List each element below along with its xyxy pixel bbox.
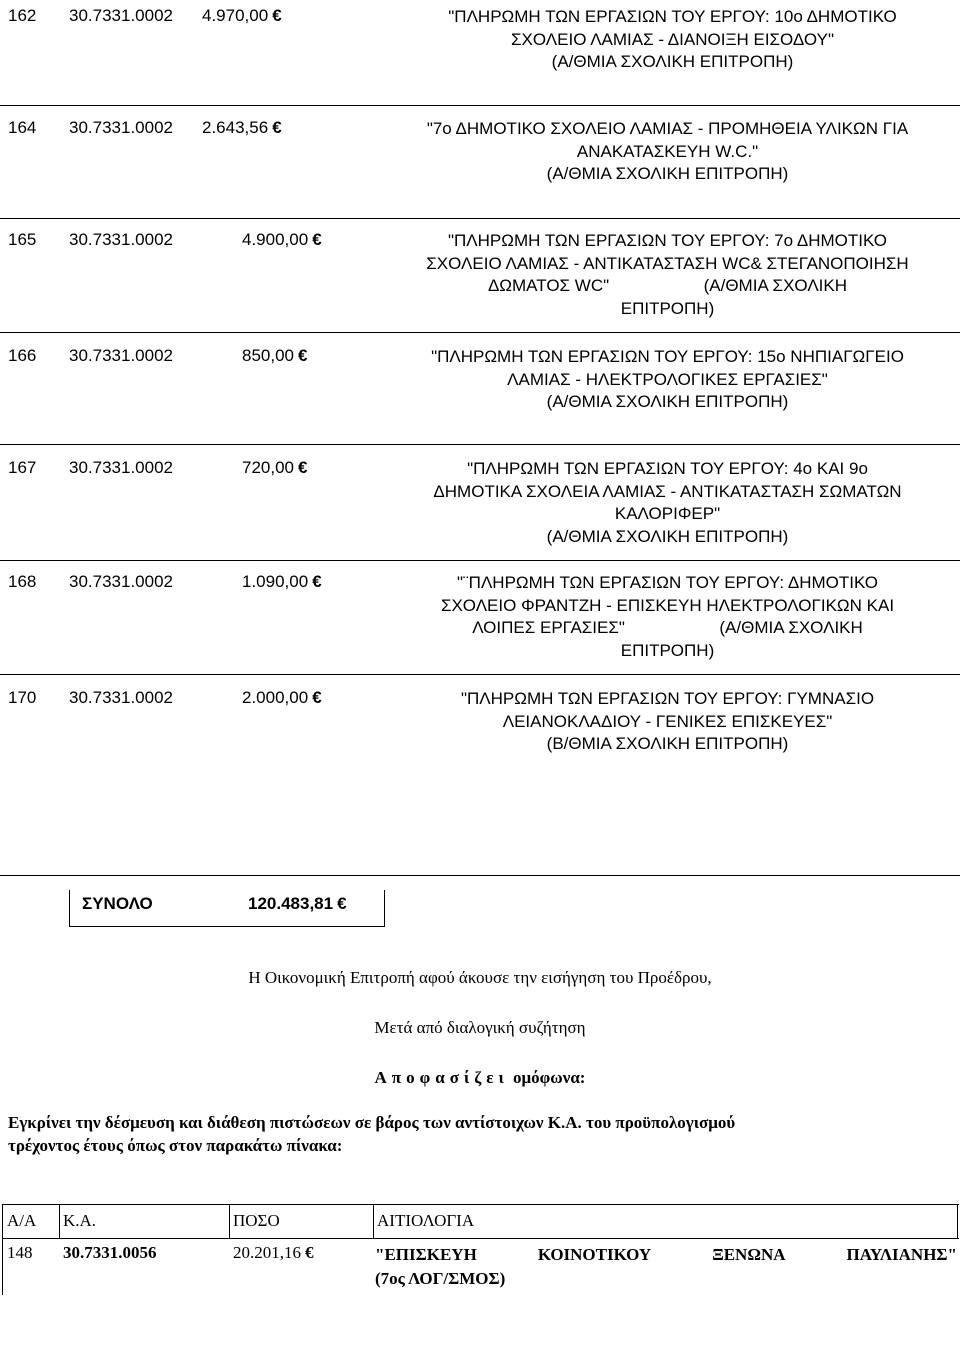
entry-162 [0,6,960,126]
entry-description [395,6,950,74]
row-divider [0,218,960,219]
column-divider [59,1205,60,1238]
decides-word: Αποφασίζει [374,1068,509,1087]
desc-line: "¨ΠΛΗΡΩΜΗ ΤΩΝ ΕΡΓΑΣΙΩΝ ΤΟΥ ΕΡΓΟΥ: ΔΗΜΟΤΙΚΟ [456,573,879,592]
entry-amount [242,572,322,592]
total-label: ΣΥΝΟΛΟ [82,894,153,913]
desc-line: "ΠΛΗΡΩΜΗ ΤΩΝ ΕΡΓΑΣΙΩΝ ΤΟΥ ΕΡΓΟΥ: 10ο ΔΗΜΟΤΙΚΟ [448,7,897,26]
desc-line: ΕΠΙΤΡΟΠΗ) [620,298,715,318]
desc-line: (Α/ΘΜΙΑ ΣΧΟΛΙΚΗ ΕΠΙΤΡΟΠΗ) [546,392,789,411]
desc-line: (Α/ΘΜΙΑ ΣΧΟΛΙΚΗ ΕΠΙΤΡΟΠΗ) [546,164,789,183]
entry-amount [242,458,307,478]
desc-line: "ΠΛΗΡΩΜΗ ΤΩΝ ΕΡΓΑΣΙΩΝ ΤΟΥ ΕΡΓΟΥ: 7ο ΔΗΜΟΤΙΚΟ [447,231,887,250]
header-num: Α/Α [7,1211,37,1230]
desc-line: "ΠΛΗΡΩΜΗ ΤΩΝ ΕΡΓΑΣΙΩΝ ΤΟΥ ΕΡΓΟΥ: 4ο ΚΑΙ 9ο [467,459,868,478]
euro-icon: € [305,1243,314,1262]
total-box [69,890,385,927]
row-divider [0,875,960,876]
row-divider [0,332,960,333]
header-code: Κ.Α. [63,1211,97,1230]
desc-line: ΔΗΜΟΤΙΚΑ ΣΧΟΛΕΙΑ ΛΑΜΙΑΣ - ΑΝΤΙΚΑΤΑΣΤΑΣΗ ΣΩΜΑΤΩΝ [433,481,902,501]
desc-line: "ΠΛΗΡΩΜΗ ΤΩΝ ΕΡΓΑΣΙΩΝ ΤΟΥ ΕΡΓΟΥ: 15ο ΝΗΠΙΑΓΩΓΕΙΟ [431,347,904,366]
row-num: 148 [7,1243,33,1262]
total-amount: 120.483,81 [248,894,334,913]
amount-value: 720,00 [242,458,294,477]
entry-code: 30.7331.0002 [69,572,173,591]
header-reason: ΑΙΤΙΟΛΟΓΙΑ [377,1211,475,1230]
desc-line: ΛΑΜΙΑΣ - ΗΛΕΚΤΡΟΛΟΓΙΚΕΣ ΕΡΓΑΣΙΕΣ" [507,369,828,389]
desc-line: (Α/ΘΜΙΑ ΣΧΟΛΙΚΗ ΕΠΙΤΡΟΠΗ) [551,52,794,71]
decision-heading [0,1068,960,1088]
entry-number: 170 [8,688,37,707]
row-divider [0,560,960,561]
desc-line: ΣΧΟΛΕΙΟ ΦΡΑΝΤΖΗ - ΕΠΙΣΚΕΥΗ ΗΛΕΚΤΡΟΛΟΓΙΚΩΝ ΚΑΙ [440,595,895,615]
entry-amount [242,346,307,366]
entry-description [385,118,950,186]
column-divider [373,1205,374,1238]
desc-line: (Β/ΘΜΙΑ ΣΧΟΛΙΚΗ ΕΠΙΤΡΟΠΗ) [546,734,789,753]
entry-number: 167 [8,458,37,477]
row-code: 30.7331.0056 [63,1243,157,1262]
amount-value: 2.000,00 [242,688,309,707]
entry-166 [0,346,960,466]
column-divider [861,1205,958,1238]
column-divider [229,1205,230,1238]
reason-word: "ΕΠΙΣΚΕΥΗ [375,1245,477,1264]
total-value [248,894,347,914]
euro-icon: € [337,894,347,913]
entry-number: 164 [8,118,37,137]
entry-description [385,346,950,414]
entry-code: 30.7331.0002 [69,230,173,249]
euro-icon: € [312,572,322,591]
row-reason [375,1243,957,1291]
entry-amount [242,230,322,250]
entry-amount [202,6,282,26]
row-reason-line [375,1243,957,1267]
reason-word: ΠΑΥΛΙΑΝΗΣ" [846,1245,957,1264]
euro-icon: € [298,458,308,477]
row-amount-value: 20.201,16 [233,1243,301,1262]
entry-code: 30.7331.0002 [69,458,173,477]
row-amount [233,1243,314,1263]
amount-value: 1.090,00 [242,572,309,591]
desc-line: (Α/ΘΜΙΑ ΣΧΟΛΙΚΗ ΕΠΙΤΡΟΠΗ) [546,526,789,546]
row-reason-line: (7ος ΛΟΓ/ΣΜΟΣ) [375,1269,506,1288]
desc-line: ΚΑΛΟΡΙΦΕΡ" [614,504,721,523]
entry-number: 165 [8,230,37,249]
row-divider [0,105,960,106]
entry-164 [0,118,960,238]
entry-description [385,688,950,756]
entry-code: 30.7331.0002 [69,118,173,137]
desc-line: "7ο ΔΗΜΟΤΙΚΟ ΣΧΟΛΕΙΟ ΛΑΜΙΑΣ - ΠΡΟΜΗΘΕΙΑ ΥΛΙΚΩΝ ΓΙΑ [426,119,909,138]
amount-value: 2.643,56 [202,118,269,137]
entry-amount [202,118,282,138]
desc-line: ΣΧΟΛΕΙΟ ΛΑΜΙΑΣ - ΔΙΑΝΟΙΞΗ ΕΙΣΟΔΟΥ" [511,29,834,49]
committee-paragraph: Η Οικονομική Επιτροπή αφού άκουσε την εισήγηση του Προέδρου, [248,968,712,987]
header-amount: ΠΟΣΟ [233,1211,280,1230]
desc-line: ΣΧΟΛΕΙΟ ΛΑΜΙΑΣ - ΑΝΤΙΚΑΤΑΣΤΑΣΗ WC& ΣΤΕΓΑΝΟΠΟΙΗΣΗ [426,253,909,273]
entry-code: 30.7331.0002 [69,346,173,365]
entry-number: 162 [8,6,37,25]
entry-description [385,230,950,320]
approval-text [8,1112,735,1157]
row-divider [0,444,960,445]
entry-170 [0,688,960,808]
desc-line: ΛΕΙΑΝΟΚΛΑΔΙΟΥ - ΓΕΝΙΚΕΣ ΕΠΙΣΚΕΥΕΣ" [502,711,833,731]
reason-word: ΞΕΝΩΝΑ [712,1245,786,1264]
row-divider [0,674,960,675]
reason-word: ΚΟΙΝΟΤΙΚΟΥ [537,1245,652,1264]
entry-number: 168 [8,572,37,591]
entry-description [385,458,950,548]
entry-code: 30.7331.0002 [69,688,173,707]
euro-icon: € [272,118,282,137]
discussion-paragraph: Μετά από διαλογική συζήτηση [374,1018,586,1037]
amount-value: 4.900,00 [242,230,309,249]
amount-value: 850,00 [242,346,294,365]
desc-line: ΔΩΜΑΤΟΣ WC" (Α/ΘΜΙΑ ΣΧΟΛΙΚΗ [487,276,848,295]
approval-line: Εγκρίνει την δέσμευση και διάθεση πιστώσεων σε βάρος των αντίστοιχων Κ.Α. του προϋπολογισμού [8,1113,736,1132]
decides-rest: ομόφωνα: [508,1068,586,1087]
desc-line: ΑΝΑΚΑΤΑΣΚΕΥΗ W.C." [576,141,759,161]
credits-table [2,1204,959,1295]
desc-line: ΛΟΙΠΕΣ ΕΡΓΑΣΙΕΣ" (Α/ΘΜΙΑ ΣΧΟΛΙΚΗ [472,618,863,637]
table-header-row [3,1205,959,1239]
euro-icon: € [298,346,308,365]
amount-value: 4.970,00 [202,6,269,25]
euro-icon: € [272,6,282,25]
entry-code: 30.7331.0002 [69,6,173,25]
entry-amount [242,688,322,708]
entry-number: 166 [8,346,37,365]
desc-line: "ΠΛΗΡΩΜΗ ΤΩΝ ΕΡΓΑΣΙΩΝ ΤΟΥ ΕΡΓΟΥ: ΓΥΜΝΑΣΙΟ [460,689,875,708]
approval-line: τρέχοντος έτους όπως στον παρακάτω πίνακα: [8,1135,343,1155]
euro-icon: € [312,688,322,707]
entry-description [385,572,950,662]
euro-icon: € [312,230,322,249]
desc-line: ΕΠΙΤΡΟΠΗ) [620,640,715,660]
